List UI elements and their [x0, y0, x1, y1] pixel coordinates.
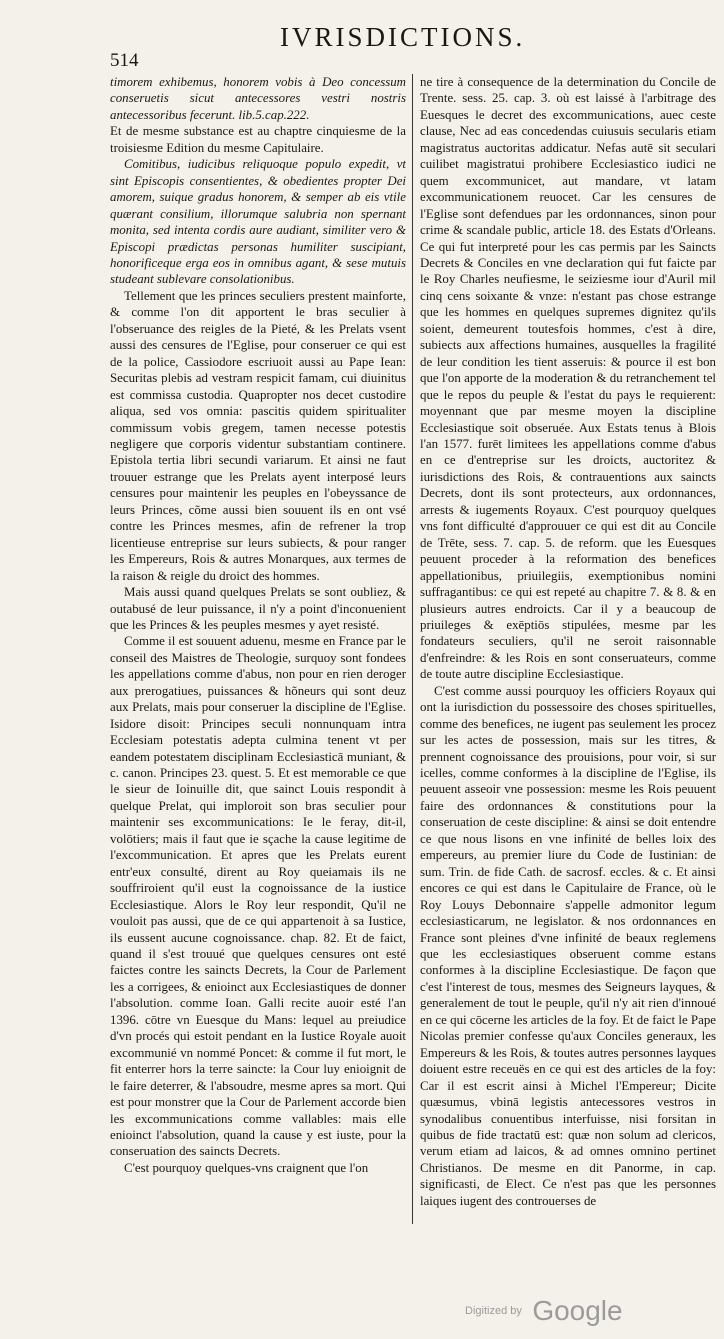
paragraph: C'est comme aussi pourquoy les officiers Royaux qui ont la iurisdiction du possessoire des choses spirituelles, comme des benefices, ne iugent pas seulement les procez sur les actes de possession, mais sur les titres, & prennent cognoissance des prouisions, pour voir, si sur icelles, comme conformes à la discipline de l'Eglise, ils peuuent asseoir vne possession: mesme les Rois peuuent faire des ordonnances & constitutions pour la conseruation de ceste discipline: & ainsi se doit entendre ce que nous lisons en vne infinité de belles loix des empereurs, au premier liure du Code de Iustinian: de sum. Trin. de fide Cath. de sacrosf. eccles. & c. Et ainsi encores ce qui est dans le Capitulaire de France, où le Roy Louys Debonnaire s'appelle admonitor legum ecclesiasticarum, ne legislator. & nos ordonnances en France sont pleines d'vne infinité de beaux reglemens que les ecclesiastiques obseruent comme estans conformes à la discipline Ecclesiastique. De façon que c'est l'interest de tous, mesmes des Seigneurs layques, & generalement de tout le peuple, qu'il n'y ait rien d'innoué en ce qui cōcerne les articles de la foy. Et de faict le Pape Nicolas premier confesse qu'aux Conciles generaux, les Empereurs & les Rois, & toutes autres personnes layques doiuent estre receuës en ce qui est des articles de la foy: Car il est escrit ainsi à Michel l'Empereur; Dicite quæsumus, vbinā legistis antecessores vestros in synodalibus conuentibus interfuisse, nisi forsitan in quibus de fide tractatū est: quæ non solum ad clericos, verum etiam ad laicos, & ad omnes omnino pertinet Christianos. De mesme en dit Panorme, in cap. significasti, de Elect. Ce n'est pas que les personnes laiques iugent des controuerses de [420, 683, 716, 1208]
digitized-watermark [465, 1295, 623, 1327]
column-divider [412, 74, 413, 1224]
paragraph: Mais aussi quand quelques Prelats se sont oubliez, & outabusé de leur puissance, il n'y a point d'inconuenient que les Princes & les peuples mesmes y ayet resisté. [110, 585, 406, 632]
right-column [420, 74, 716, 1224]
paragraph: Comme il est souuent aduenu, mesme en France par le conseil des Maistres de Theologie, surquoy sont fondees les appellations comme d'abus, non pour en rien deroger aux prerogatiues, puissances & hõneurs qui sont deuz aux Prelats, mais pour conseruer la discipline de l'Eglise. Isidore disoit: Principes seculi nonnunquam intra Ecclesiam potestatis adepta culmina tenent vt per eandem potestatem disciplinam Ecclesiasticā muniant, & c. canon. Principes 23. quest. 5. Et est memorable ce que le sieur de Ioinuille dit, que sainct Louis respondit à quelque Prelat, qui imploroit son bras seculier pour maintenir ses excommunications: Ie le feray, dit-il, volōtiers; mais il faut que ie sçache la cause legitime de l'excommunication. Et apres que les Prelats eurent entr'eux consulté, dirent au Roy queiamais ils ne souffriroient qu'il eust la cognoissance de la iustice Ecclesiastique. Alors le Roy leur respondit, Qu'il ne vouloit pas aussi, que de ce qui appartenoit à sa Iustice, ils eussent aucune cognoissance. chap. 82. Et de faict, quand il s'est trouué que quelques censures ont esté faictes contre les saincts Decrets, la Cour de Parlement les a corrigees, & enioinct aux Ecclesiastiques de donner l'absolution. comme Ioan. Galli recite auoir esté l'an 1396. cōtre vn Euesque du Mans: lequel au preiudice d'vn procés qui estoit pendant en la Iustice Royale auoit excommunié vn nommé Poncet: & comme il fut mort, le fit enterrer hors la terre saincte: la Cour luy enioignit de le faire deterrer, & l'absoudre, mesme apres sa mort. Qui est pour monstrer que la Cour de Parlement accorde bien les excommunications comme vallables: mais elle enioinct l'absolution, quand la cause y est iuste, pour la conseruation des saincts Decrets. [110, 634, 406, 1159]
page-number: 514 [110, 50, 139, 71]
paragraph: ne tire à consequence de la determination du Concile de Trente. sess. 25. cap. 3. où est laissé à l'arbitrage des Euesques le decret des excommunications, auec ceste clause, Nec ad eas concedendas cuiusuis secularis etiam magistratus auctoritas addicatur. Nefas autē sit seculari cuilibet magistratui prohibere Ecclesiastico iudici ne quem excommunicet, aut mandare, vt latam excommunicationem reuocet. Car les censures de l'Eglise sont defendues par les ordonnances, sinon pour crime & scandale public, article 18. des Estats d'Orleans. Ce qui fut interpreté pour les cas permis par les Saincts Decrets & Conciles en vne declaration qui fut faicte par le Roy Charles neufiesme, le seiziesme iour d'Auril mil cinq cens soixante & vnze: n'estant pas chose estrange que les hommes en quelques supremes dignitez qu'ils soient, demeurent toutesfois hommes, c'est à dire, subiects aux affections humaines, ausquelles la fragilité de leur condition les tient asseruis: & pource il est bon que l'on apporte de la moderation & du retranchement tel que le repos du peuple & l'estat du pays le requierent: moyennant que par mesme moyen la discipline Ecclesiastique soit obseruée. Aux Estats tenus à Blois l'an 1577. furēt limitees les appellations comme d'abus en ce d'entreprise sur les droicts, auctoritez & iurisdictions des Rois, & contrauentions aux saincts Decrets, dont ils sont protecteurs, aux ordonnances, arrests & iugements Royaux. C'est pourquoy quelques vns font difficulté d'approuuer ce qui est dit au Concile de Trēte, sess. 7. cap. 5. de reform. que les Euesques peuuent proceder à la reformation des benefices appellationibus, priuilegiis, exemptionibus nomini suffragantibus: ce qui est repeté au chapitre 7. & 8. & en plusieurs autres endroicts. Car il y a beaucoup de priuileges & exēptiōs stipulées, mesme par les fondateurs seculiers, qu'il ne seroit raisonnable d'enfreindre: & les Rois en sont conseruateurs, comme de toute autre discipline Ecclesiastique. [420, 75, 716, 682]
paragraph: Et de mesme substance est au chaptre cinquiesme de la troisiesme Edition du mesme Capitulaire. [110, 124, 406, 155]
paragraph: C'est pourquoy quelques-vns craignent que l'on [124, 1160, 369, 1175]
google-logo: Google [532, 1295, 623, 1326]
paragraph: Comitibus, iudicibus reliquoque populo expedit, vt sint Episcopis consentientes, & obedientes propter Dei amorem, suique gradus honorem, & semper ab eis vtile quærant consilium, illorumque salubria non spernant monita, sed intenta cordis aure audiant, similiter vero & Episcopi prædictas personas humiliter suscipiant, honorificeque erga eos in omnibus agant, & sese mutuis studeant sublevare consolationibus. [110, 157, 406, 287]
paragraph: timorem exhibemus, honorem vobis à Deo concessum conseruetis sicut antecessores vestri nostris antecessoribus fecerunt. lib.5.cap.222. [110, 75, 406, 122]
watermark-prefix: Digitized by [465, 1305, 522, 1317]
page-header [100, 18, 700, 71]
left-column [110, 74, 406, 1224]
running-title: IVRISDICTIONS. [280, 22, 526, 52]
paragraph: Tellement que les princes seculiers prestent mainforte, & comme l'on dit apportent le bras seculier à l'obseruance des reigles de la Pieté, & les Prelats vsent aussi des censures de l'Eglise, pour conseruer ce qui est de la police, Cassiodore escriuoit aussi au Pape Iean: Securitas plebis ad vestram respicit famam, cui diuinitus est commissa custodia. Quapropter nos decet custodire aliqua, sed vos omnia: pascitis quidem spiritualiter commissum vobis gregem, tamen necesse potestis negligere que corporis videntur substantiam continere. Epistola tertia libri secundi variarum. Et ainsi ne faut trouuer estrange que les Prelats ayent interposé leurs censures pour maintenir les peuples en l'obeyssance de leurs Princes, cõme aussi bien souuent ils en ont vsé contre les Princes mesmes, afin de refrener la trop licentieuse entreprise sur leurs subiects, & pour ranger les Empereurs, Rois & autres Monarques, aux termes de la raison & reigle du droict des hommes. [110, 288, 406, 583]
